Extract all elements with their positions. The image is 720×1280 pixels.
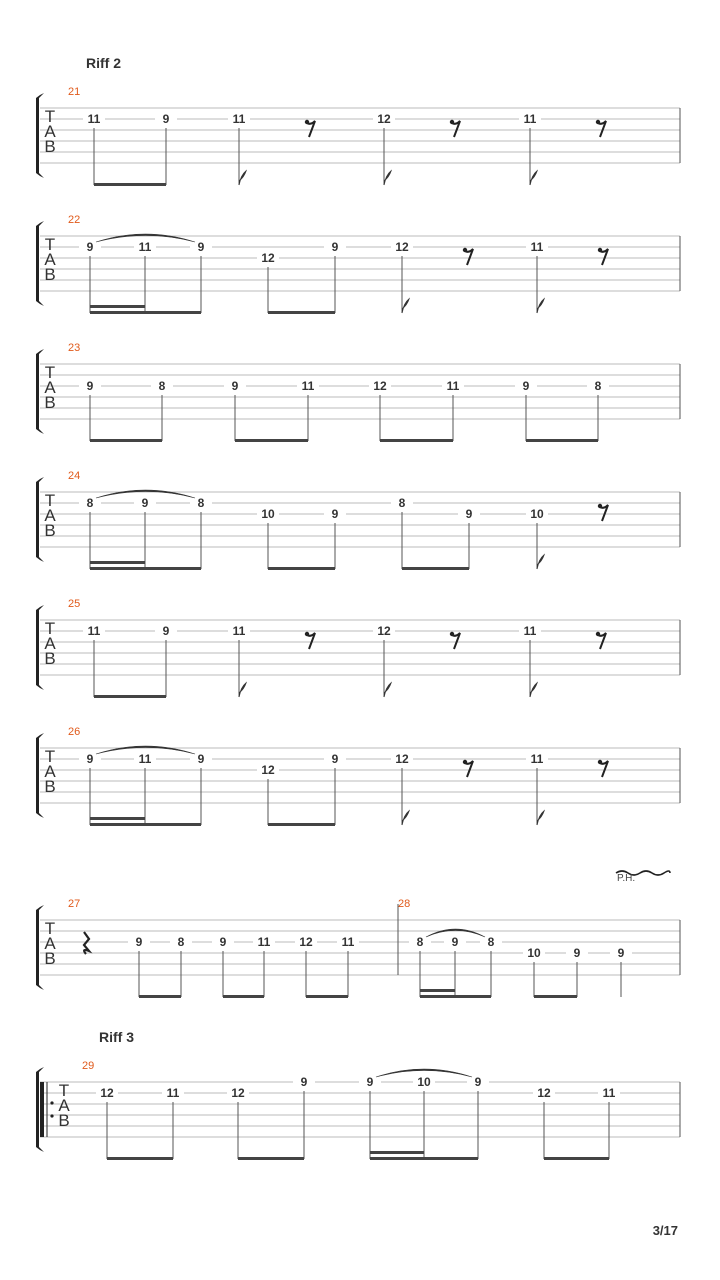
fret-number: 11 bbox=[446, 379, 460, 393]
beam bbox=[544, 1157, 609, 1160]
fret-number: 12 bbox=[395, 240, 409, 254]
system-bracket bbox=[36, 733, 44, 818]
tab-clef-letter: A bbox=[44, 378, 56, 397]
tab-system bbox=[36, 605, 680, 698]
fret-number: 9 bbox=[162, 624, 170, 638]
page-number: 3/17 bbox=[652, 1223, 678, 1238]
fret-number: 8 bbox=[197, 496, 205, 510]
tab-clef-letter: B bbox=[44, 393, 56, 412]
beam bbox=[139, 995, 181, 998]
beam bbox=[90, 823, 201, 826]
tab-clef-letter: T bbox=[44, 919, 56, 938]
fret-number: 11 bbox=[87, 624, 101, 638]
fret-number: 12 bbox=[261, 251, 275, 265]
fret-number: 12 bbox=[377, 624, 391, 638]
tab-clef-letter: B bbox=[44, 137, 56, 156]
fret-number: 8 bbox=[158, 379, 166, 393]
note-flag bbox=[530, 171, 537, 185]
beam bbox=[235, 439, 308, 442]
tab-clef-letter: T bbox=[44, 619, 56, 638]
fret-number: 9 bbox=[197, 240, 205, 254]
fret-number: 9 bbox=[451, 935, 459, 949]
fret-number: 8 bbox=[594, 379, 602, 393]
fret-number: 11 bbox=[523, 112, 537, 126]
tab-system bbox=[36, 477, 680, 570]
beam-16th bbox=[90, 305, 145, 308]
fret-number: 11 bbox=[138, 240, 152, 254]
section-label: Riff 3 bbox=[99, 1029, 134, 1045]
system-bracket bbox=[36, 605, 44, 690]
beam bbox=[238, 1157, 304, 1160]
tab-clef-letter: A bbox=[44, 122, 56, 141]
tab-clef-letter: T bbox=[44, 747, 56, 766]
fret-number: 9 bbox=[197, 752, 205, 766]
beam bbox=[534, 995, 577, 998]
fret-number: 12 bbox=[537, 1086, 551, 1100]
palm-mute-label: P.H. bbox=[617, 873, 636, 884]
measure-number: 22 bbox=[68, 214, 81, 226]
rest-dot bbox=[598, 504, 602, 508]
system-bracket bbox=[36, 477, 44, 562]
beam bbox=[370, 1157, 478, 1160]
note-flag bbox=[402, 811, 409, 825]
repeat-dot bbox=[50, 1101, 53, 1104]
beam bbox=[380, 439, 453, 442]
fret-number: 12 bbox=[100, 1086, 114, 1100]
fret-number: 11 bbox=[138, 752, 152, 766]
fret-number: 12 bbox=[373, 379, 387, 393]
fret-number: 9 bbox=[331, 752, 339, 766]
beam bbox=[268, 823, 335, 826]
fret-number: 8 bbox=[416, 935, 424, 949]
note-flag bbox=[384, 171, 391, 185]
tab-clef-letter: A bbox=[44, 934, 56, 953]
tab-system bbox=[36, 871, 680, 998]
tab-clef-letter: A bbox=[44, 634, 56, 653]
fret-number: 8 bbox=[177, 935, 185, 949]
beam bbox=[94, 695, 166, 698]
tab-clef-letter: B bbox=[44, 777, 56, 796]
tab-clef-letter: T bbox=[44, 235, 56, 254]
fret-number: 9 bbox=[522, 379, 530, 393]
fret-number: 12 bbox=[261, 763, 275, 777]
rest-dot bbox=[463, 248, 467, 252]
fret-number: 11 bbox=[530, 752, 544, 766]
fret-number: 9 bbox=[617, 946, 625, 960]
fret-number: 9 bbox=[465, 507, 473, 521]
measure-number: 24 bbox=[68, 470, 81, 482]
note-flag bbox=[537, 299, 544, 313]
beam-16th bbox=[370, 1151, 424, 1154]
tab-system bbox=[36, 93, 680, 186]
note-flag bbox=[530, 683, 537, 697]
measure-number: 25 bbox=[68, 598, 81, 610]
tab-clef-letter: A bbox=[44, 506, 56, 525]
rest-dot bbox=[598, 760, 602, 764]
rest-dot bbox=[305, 120, 309, 124]
tab-system bbox=[36, 349, 680, 442]
tab-system bbox=[36, 733, 680, 826]
tab-system bbox=[36, 221, 680, 314]
section-label: Riff 2 bbox=[86, 55, 121, 71]
beam bbox=[306, 995, 348, 998]
tab-clef-letter: B bbox=[44, 265, 56, 284]
fret-number: 11 bbox=[232, 112, 246, 126]
system-bracket bbox=[36, 905, 44, 990]
system-bracket bbox=[36, 93, 44, 178]
quarter-rest bbox=[84, 932, 89, 954]
fret-number: 10 bbox=[417, 1075, 431, 1089]
measure-number: 28 bbox=[398, 898, 411, 910]
beam-16th bbox=[90, 817, 145, 820]
measure-number: 27 bbox=[68, 898, 81, 910]
tab-clef-letter: B bbox=[58, 1111, 70, 1130]
fret-number: 12 bbox=[395, 752, 409, 766]
fret-number: 11 bbox=[341, 935, 355, 949]
fret-number: 9 bbox=[331, 240, 339, 254]
fret-number: 9 bbox=[231, 379, 239, 393]
fret-number: 10 bbox=[261, 507, 275, 521]
fret-number: 12 bbox=[377, 112, 391, 126]
rest-dot bbox=[598, 248, 602, 252]
beam bbox=[402, 567, 469, 570]
note-flag bbox=[239, 171, 246, 185]
rest-dot bbox=[305, 632, 309, 636]
fret-number: 9 bbox=[141, 496, 149, 510]
fret-number: 11 bbox=[301, 379, 315, 393]
fret-number: 11 bbox=[166, 1086, 180, 1100]
fret-number: 9 bbox=[86, 752, 94, 766]
beam bbox=[420, 995, 491, 998]
measure-number: 26 bbox=[68, 726, 81, 738]
fret-number: 9 bbox=[366, 1075, 374, 1089]
measure-number: 29 bbox=[82, 1060, 95, 1072]
tab-clef-letter: A bbox=[44, 762, 56, 781]
note-flag bbox=[537, 811, 544, 825]
fret-number: 9 bbox=[219, 935, 227, 949]
beam bbox=[526, 439, 598, 442]
rest-dot bbox=[596, 632, 600, 636]
tab-system bbox=[36, 1067, 680, 1160]
fret-number: 11 bbox=[87, 112, 101, 126]
fret-number: 8 bbox=[487, 935, 495, 949]
fret-number: 8 bbox=[86, 496, 94, 510]
beam-16th bbox=[90, 561, 145, 564]
fret-number: 11 bbox=[523, 624, 537, 638]
fret-number: 11 bbox=[530, 240, 544, 254]
tab-clef-letter: T bbox=[58, 1081, 70, 1100]
fret-number: 9 bbox=[331, 507, 339, 521]
measure-number: 23 bbox=[68, 342, 81, 354]
tab-clef-letter: T bbox=[44, 363, 56, 382]
repeat-dot bbox=[50, 1114, 53, 1117]
beam bbox=[268, 311, 335, 314]
tab-clef-letter: A bbox=[58, 1096, 70, 1115]
tab-clef-letter: T bbox=[44, 491, 56, 510]
fret-number: 9 bbox=[86, 240, 94, 254]
tab-clef-letter: B bbox=[44, 521, 56, 540]
fret-number: 9 bbox=[573, 946, 581, 960]
tab-clef-letter: T bbox=[44, 107, 56, 126]
beam bbox=[90, 567, 201, 570]
fret-number: 11 bbox=[232, 624, 246, 638]
beam bbox=[107, 1157, 173, 1160]
beam bbox=[90, 439, 162, 442]
fret-number: 9 bbox=[86, 379, 94, 393]
note-flag bbox=[384, 683, 391, 697]
system-bracket bbox=[36, 349, 44, 434]
note-flag bbox=[239, 683, 246, 697]
rest-dot bbox=[463, 760, 467, 764]
fret-number: 11 bbox=[257, 935, 271, 949]
fret-number: 8 bbox=[398, 496, 406, 510]
fret-number: 9 bbox=[474, 1075, 482, 1089]
rest-dot bbox=[450, 632, 454, 636]
beam bbox=[94, 183, 166, 186]
rest-dot bbox=[596, 120, 600, 124]
beam bbox=[90, 311, 201, 314]
repeat-thick-bar bbox=[40, 1082, 44, 1137]
system-bracket bbox=[36, 221, 44, 306]
beam-16th bbox=[420, 989, 455, 992]
note-flag bbox=[402, 299, 409, 313]
fret-number: 9 bbox=[300, 1075, 308, 1089]
fret-number: 12 bbox=[299, 935, 313, 949]
beam bbox=[223, 995, 264, 998]
fret-number: 12 bbox=[231, 1086, 245, 1100]
tab-clef-letter: A bbox=[44, 250, 56, 269]
measure-number: 21 bbox=[68, 86, 81, 98]
fret-number: 10 bbox=[530, 507, 544, 521]
tab-clef-letter: B bbox=[44, 649, 56, 668]
rest-dot bbox=[450, 120, 454, 124]
note-flag bbox=[537, 555, 544, 569]
fret-number: 11 bbox=[602, 1086, 616, 1100]
beam bbox=[268, 567, 335, 570]
tab-clef-letter: B bbox=[44, 949, 56, 968]
fret-number: 9 bbox=[135, 935, 143, 949]
fret-number: 10 bbox=[527, 946, 541, 960]
fret-number: 9 bbox=[162, 112, 170, 126]
